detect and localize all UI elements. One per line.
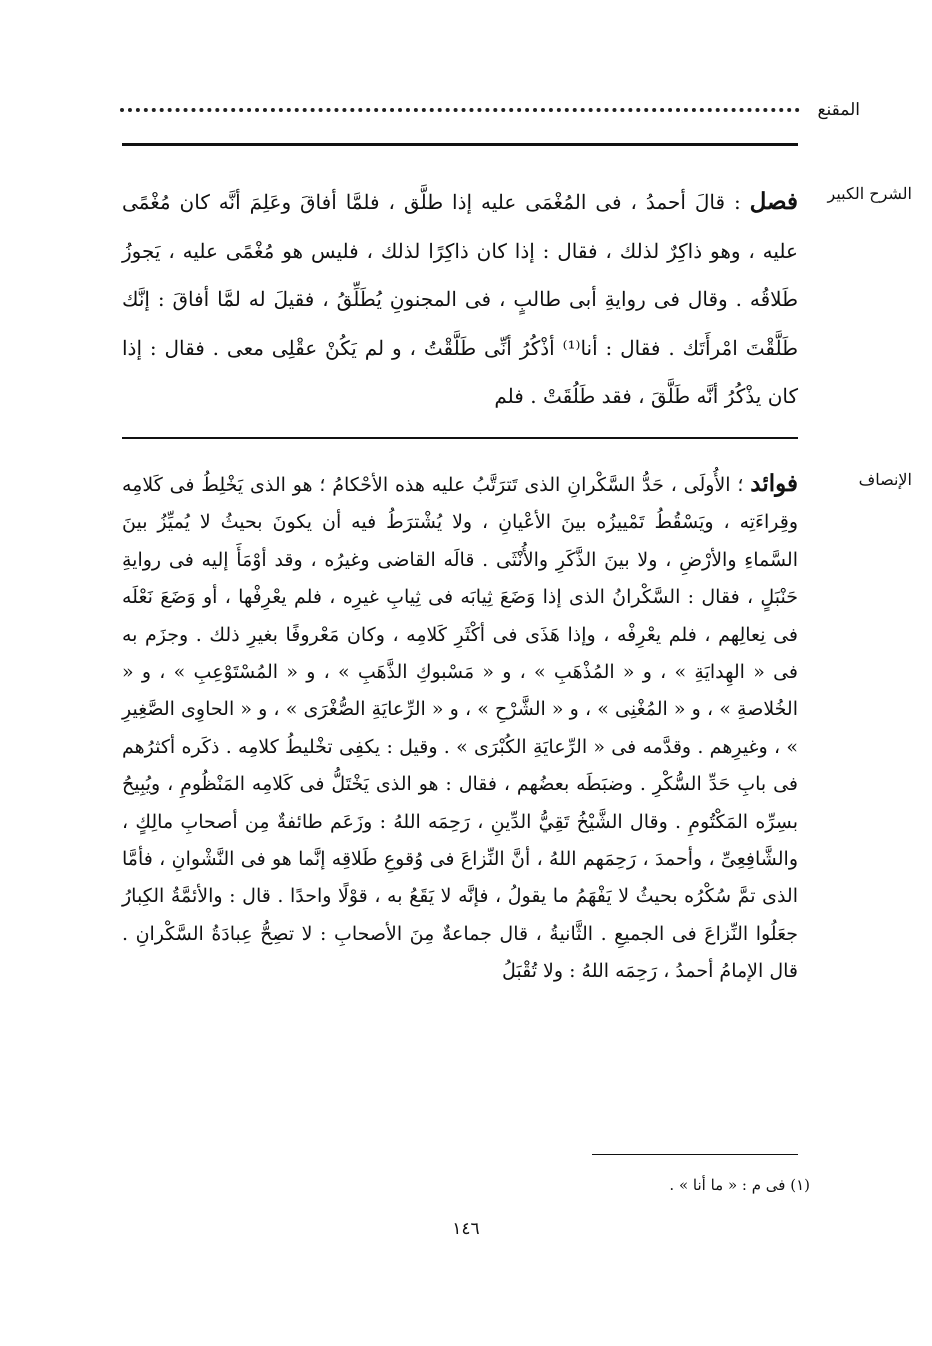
insaf-lead-word: فوائد [750, 470, 798, 497]
footnote: (١) فى م : « ما أنا » . [669, 1176, 810, 1194]
page-number: ١٤٦ [452, 1219, 480, 1239]
section-divider [122, 437, 798, 439]
insaf-paragraph [122, 465, 798, 991]
side-label-insaf: الإنصاف [858, 470, 912, 489]
footnote-rule [592, 1154, 798, 1155]
sharh-text-block [122, 178, 798, 421]
sharh-lead-word: فصل [749, 188, 798, 215]
insaf-body: ؛ الأُولَى ، حَدُّ السَّكْرانِ الذى تَترَتَّبُ عليه هذه الأحْكامُ ؛ هو الذى يَخْلِطُ فى كَلامِه وقِراءَتِه ، ويَسْقُطُ تَمْييزُه بينَ الأعْيانِ ، ولا يُشْترَطُ فيه أن يكونَ بحيثُ لا يُميِّزُ بينَ السَّماءِ والأرْضِ ، ولا بينَ الذَّكَرِ والأُنْثَى . قالَه القاضى وغيرُه ، وقد أوْمَأَ إليه فى روايةِ حَنْبَلٍ ، فقال : السَّكْرانُ الذى إذا وَضَعَ ثِيابَه فى ثِيابِ غيرِه ، فلم يعْرِفْها ، أو وَضَعَ نَعْلَه فى نِعالِهم ، فلم يعْرِفْه ، وإذا هَذَى فى أكْثَرِ كَلامِه ، وكان مَعْروفًا بغيرِ ذلك . وجزَم به فى « الهِدايَةِ » ، و « المُذْهَبِ » ، و « مَسْبوكِ الذَّهَبِ » ، و « المُسْتَوْعِبِ » ، و « الخُلاصةِ » ، و « المُغْنِى » ، و « الشَّرْحِ » ، و « الرِّعايَةِ الصُّغْرَى » ، و « الحاوِى الصَّغِيرِ » ، وغيرِهم . وقدَّمه فى « الرِّعايَةِ الكُبْرَى » . وقيل : يكفِى تخْليطُ كلامِه . ذكَره أكثرُهم فى بابِ حَدِّ السُّكْرِ . وضبَطَه بعضُهم ، فقال : هو الذى يَخْتَلُّ فى كَلامِه المَنْظُومِ ، ويُبِيحُ بسِرِّه المَكْتُومِ . وقال الشَّيْخُ تَقِيُّ الدِّينِ ، رَحِمَه اللهُ : وزَعَم طائفةٌ مِن أصحابِ مالِكٍ ، والشَّافِعِىِّ ، وأحمدَ ، رَحِمَهم اللهُ ، أنَّ النِّزاعَ فى وُقوعِ طَلاقِه إنَّما هو فى النَّشْوانِ ، فأمَّا الذى تمَّ سُكْرُه بحيثُ لا يَفْهَمُ ما يقولُ ، فإنَّه لا يَقَعُ به ، قوْلًا واحدًا . قال : والأئمَّةُ الكِبارُ جعَلُوا النِّزاعَ فى الجميعِ . الثَّانيةُ ، قال جماعةٌ مِنَ الأصحابِ : لا تصِحُّ عِبادَةُ السَّكْرانِ . قال الإمامُ أحمدُ ، رَحِمَه اللهُ : ولا تُقْبَلُ [122, 474, 798, 983]
side-label-sharh: الشرح الكبير [827, 184, 912, 203]
running-head: المقنع [817, 100, 860, 120]
sharh-paragraph [122, 178, 798, 421]
sharh-body: : قالَ أحمدُ ، فى المُغْمَى عليه إذا طلَّق ، فلمَّا أفاقَ وعَلِمَ أنَّه كان مُغْمًى عليه ، وهو ذاكِرٌ لذلك ، فقال : إذا كان ذاكِرًا لذلك ، فليس هو مُغْمًى عليه ، يَجوزُ طَلاقُه . وقال فى روايةِ أبى طالبٍ ، فى المجنونِ يُطَلِّقُ ، فقيلَ له لمَّا أفاقَ : إنَّك طَلَّقْتَ امْرأَتَك . فقال : أنا⁽¹⁾ أذْكُرُ أنِّى طَلَّقْتُ ، و لم يَكُنْ عقْلِى معى . فقال : إذا كان يذْكُرُ أنَّه طَلَّقَ ، فقد طَلُقَتْ . فلم [122, 190, 798, 408]
header-rule [122, 143, 798, 146]
insaf-text-block [122, 465, 798, 991]
dotted-rule [120, 108, 800, 112]
